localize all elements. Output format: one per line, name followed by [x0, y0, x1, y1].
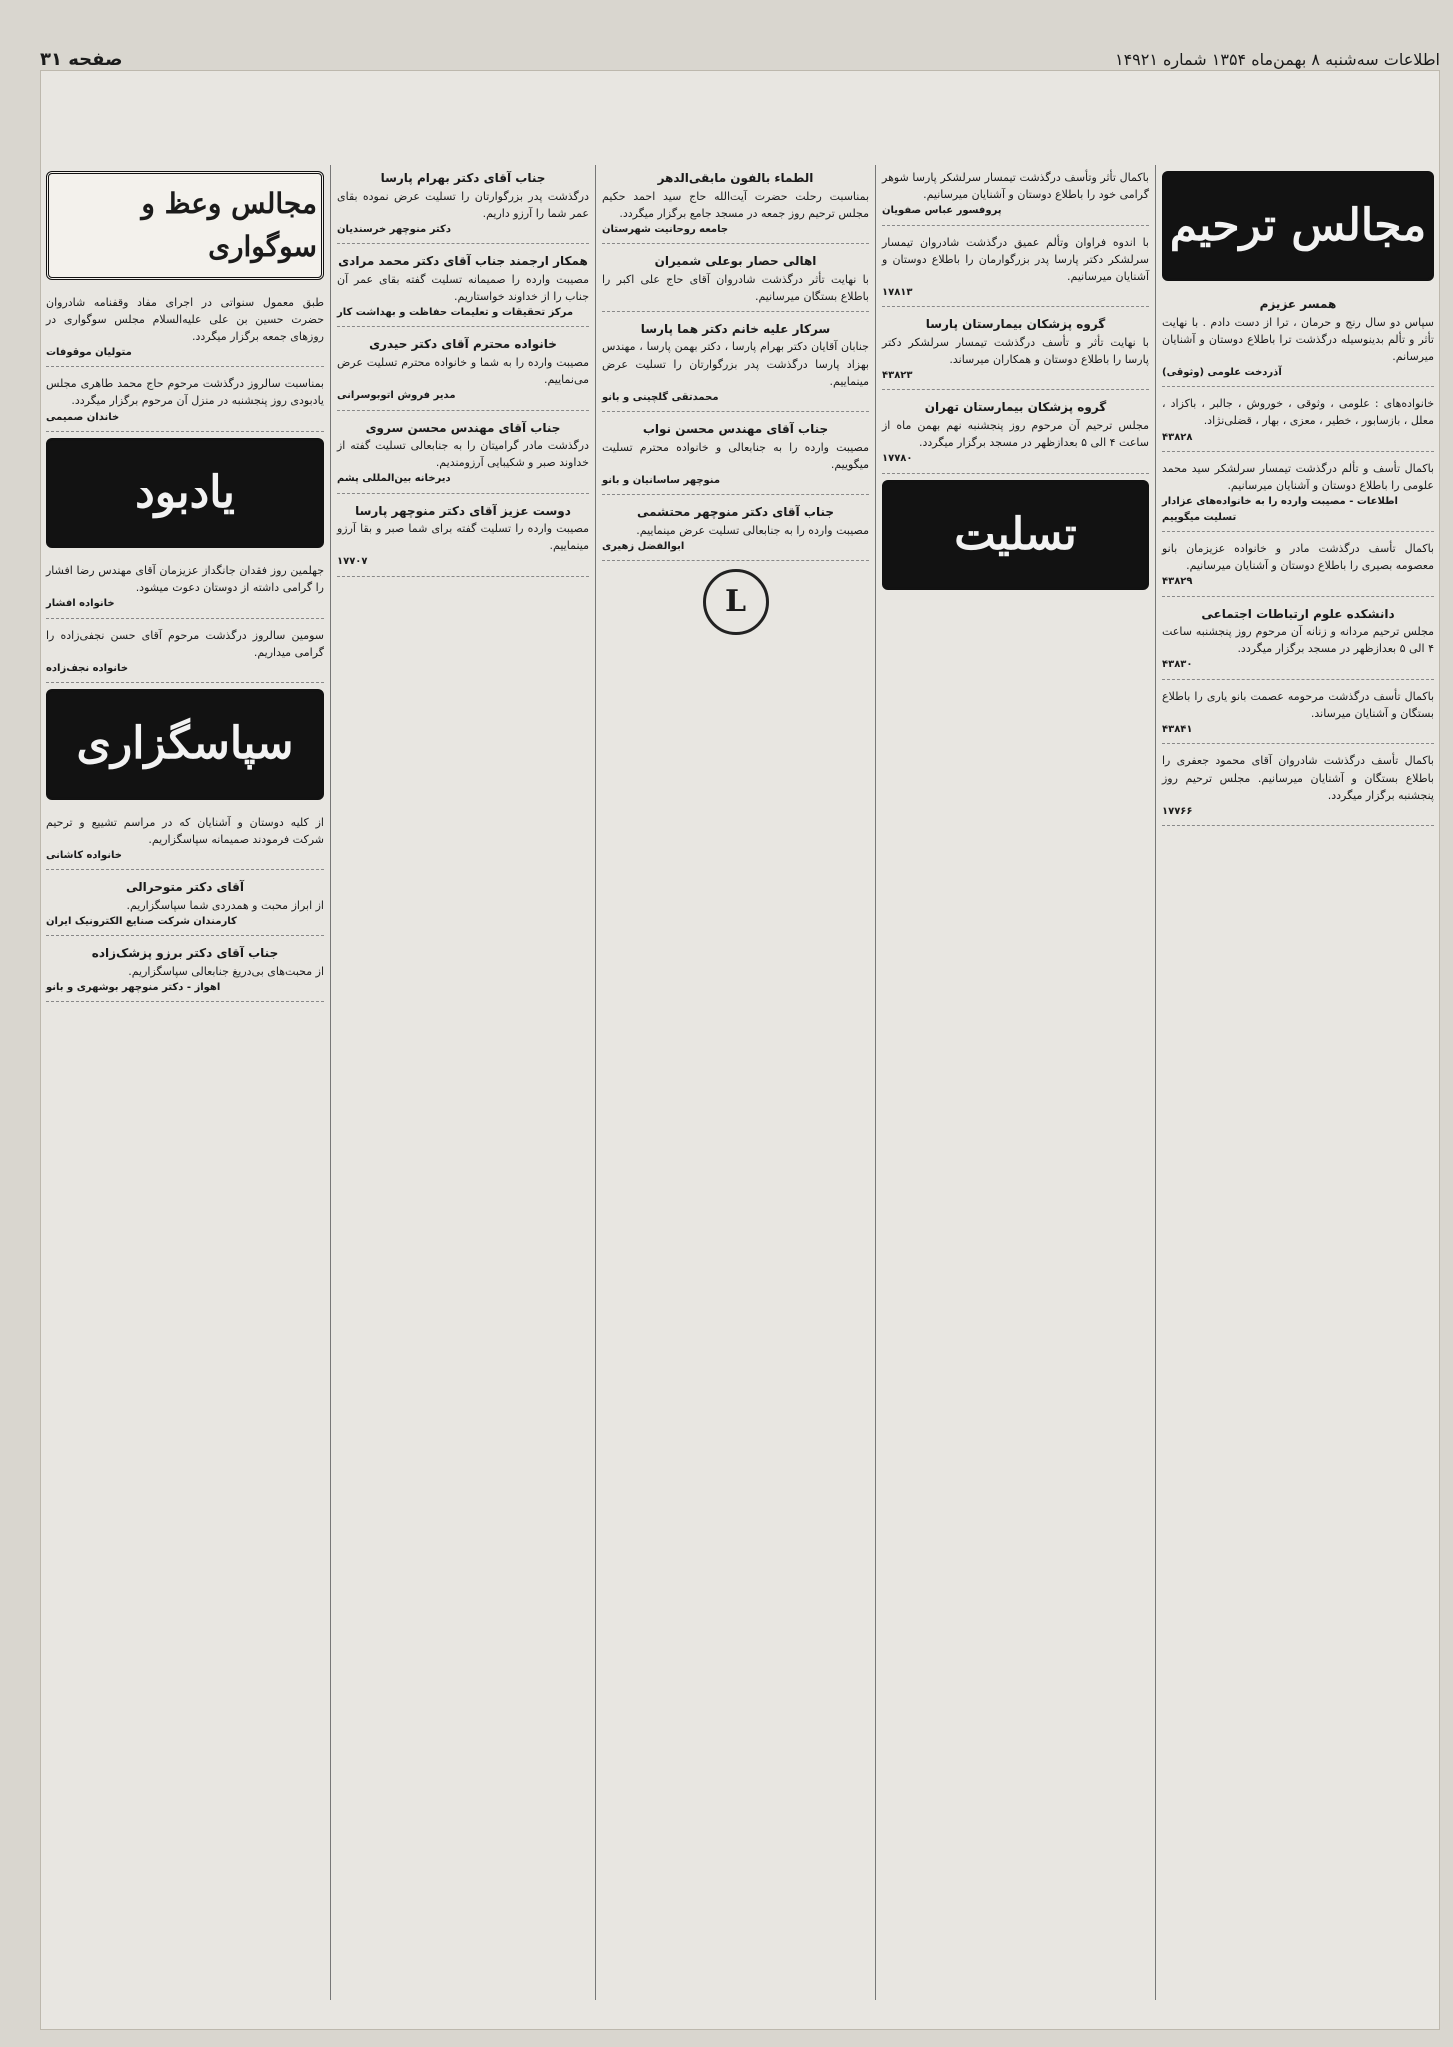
notice [46, 290, 324, 368]
col4-list [337, 165, 589, 577]
notice-body: باکمال تأثر وتأسف درگذشت تیمسار سرلشکر پارسا شوهر گرامی خود را باطلاع دوستان و آشنایان میرسانیم. [882, 171, 1149, 202]
notice-signature: ۱۷۷۰۷ [337, 556, 368, 568]
notice-title: جناب آقای دکتر برزو پزشک‌زاده [91, 946, 279, 961]
notice-signature: دیرخانه بین‌المللی پشم [337, 473, 451, 485]
notice-body: مجلس ترحیم مردانه و زنانه آن مرحوم روز پنجشنبه ساعت ۴ الی ۵ بعدازظهر در مسجد برگزار میگردد. [1162, 625, 1434, 656]
col3-list [602, 165, 869, 561]
notice-body: باکمال تأسف درگذشت مادر و خانواده عزیزمان بانو معصومه بصیری را باطلاع دوستان و آشنایان میرسانیم. [1162, 542, 1434, 573]
notice-body: مصیبت وارده را به جنابعالی تسلیت عرض مینماییم. [636, 523, 869, 537]
notice-body: سپاس دو سال رنج و حرمان ، ترا از دست دادم . با نهایت تأثر و تألم بدینوسیله درگذشت ترا باطلاع دوستان و آشنایان میرسانم. [1162, 315, 1434, 363]
column-2 [875, 165, 1155, 2000]
notice-body: از ابراز محبت و همدردی شما سپاسگزاریم. [126, 898, 324, 912]
notice-signature: خاندان صمیمی [46, 411, 120, 423]
notice-title: جناب آقای دکتر بهرام پارسا [380, 171, 546, 185]
notice-body: از کلیه دوستان و آشنایان که در مراسم تشییع و ترحیم شرکت فرمودند صمیمانه سپاسگزاریم. [46, 815, 324, 846]
notice-body: با اندوه فراوان وتألم عمیق درگذشت شادروان تیمسار سرلشکر دکتر پارسا پدر بزرگوارمان را باطلاع دوستان و آشنایان میرسانیم. [882, 235, 1149, 283]
notice [882, 311, 1149, 390]
notice [602, 499, 869, 561]
notice-title: آقای دکتر متوحرالی [125, 880, 245, 895]
notice [46, 874, 324, 936]
notice-title: خانواده محترم آقای دکتر حیدری [369, 337, 557, 352]
notice-signature: ۴۳۸۲۳ [882, 369, 913, 381]
notice-body: مصیبت وارده را صمیمانه تسلیت گفته بقای عمر آن جناب را از خداوند خواستاریم. [337, 272, 589, 303]
notice-signature: ۴۳۸۴۱ [1162, 723, 1193, 735]
notice-signature: خانواده افشار [46, 598, 115, 610]
notice-title: جناب آقای دکتر منوچهر محتشمی [636, 505, 835, 520]
notice [602, 165, 869, 244]
notice-signature: ۴۳۸۲۸ [1162, 431, 1193, 443]
banner-mourning: مجالس وعظ و سوگواری [46, 171, 324, 280]
notice-body: باکمال تأسف و تألم درگذشت تیمسار سرلشکر سید محمد علومی را باطلاع دوستان و آشنایان میرسانیم. [1162, 462, 1434, 493]
column-4 [330, 165, 595, 2000]
notice-signature: ۴۳۸۲۹ [1162, 576, 1193, 588]
banner-remembrance: یادبود [46, 438, 324, 548]
notice [882, 394, 1149, 473]
notice-body: از محبت‌های بی‌دریغ جنابعالی سپاسگزاریم. [128, 964, 324, 978]
notice-body: درگذشت پدر بزرگوارتان را تسلیت عرض نموده بقای عمر شما را آرزو داریم. [337, 189, 589, 220]
notice-signature: خانواده کاشانی [46, 849, 122, 861]
notice [602, 316, 869, 412]
notice [337, 165, 589, 244]
notice-signature: پروفسور عباس صفویان [882, 205, 1002, 217]
notice-signature: کارمندان شرکت صنایع الکترونیک ایران [46, 915, 237, 927]
col5-list-b [46, 558, 324, 683]
notice-body: طبق معمول سنواتی در اجرای مفاد وقفنامه شادروان حضرت حسین بن علی علیه‌السلام مجلس سوگواری در روزهای جمعه برگزار میگردد. [46, 295, 324, 343]
notice [1162, 748, 1434, 826]
notice-signature: منوچهر ساسانیان و بانو [602, 474, 721, 486]
notice [602, 248, 869, 312]
notice-body: سومین سالروز درگذشت مرحوم آقای حسن نجفی‌زاده را گرامی میداریم. [46, 628, 324, 659]
notice [1162, 601, 1434, 680]
col5-list-a [46, 290, 324, 432]
col1-list [1162, 291, 1434, 826]
notice-body: مصیبت وارده را تسلیت گفته برای شما صبر و بقا آرزو مینماییم. [337, 522, 589, 553]
banner-condolences: مجالس ترحیم [1162, 171, 1434, 281]
notice-title: همسر عزیزم [1259, 297, 1337, 312]
notice [1162, 536, 1434, 597]
notice-signature: دکتر منوچهر خرسندیان [337, 223, 451, 235]
notice-title: اهالی حصار بوعلی شمیران [654, 254, 817, 269]
notice-signature: جامعه روحانیت شهرستان [602, 223, 729, 235]
notice-body: باکمال تأسف درگذشت شادروان آقای محمود جعفری را باطلاع بستگان و آشنایان میرسانیم. مجلس ترحیم روز پنجشنبه برگزار میگردد. [1162, 754, 1434, 802]
notice-title: گروه پزشکان بیمارستان پارسا [925, 317, 1106, 332]
column-3 [595, 165, 875, 2000]
issue-info: اطلاعات سه‌شنبه ۸ بهمن‌ماه ۱۳۵۴ شماره ۱۴۹۲۱ [1114, 49, 1440, 69]
notice [46, 810, 324, 871]
notice-signature: متولیان موقوفات [46, 346, 132, 358]
notice-title: الطماء بالفون مابقی‌الدهر [657, 171, 814, 185]
page-number: صفحه ۳۱ [40, 48, 123, 70]
notice [46, 371, 324, 432]
notice-body: بمناسبت سالروز درگذشت مرحوم حاج محمد طاهری مجلس یادبودی روز پنجشنبه در منزل آن مرحوم برگزار میگردد. [46, 377, 324, 408]
notice [882, 165, 1149, 226]
notice-signature: مدیر فروش اتوبوسرانی [337, 390, 456, 402]
notice-signature: ابوالفضل زهیری [602, 540, 685, 552]
notice-body: بمناسبت رحلت حضرت آیت‌الله حاج سید احمد حکیم مجلس ترحیم روز جمعه در مسجد جامع برگزار میگردد. [602, 189, 869, 220]
notice-body: جنابان آقایان دکتر بهرام پارسا ، دکتر بهمن پارسا ، مهندس بهزاد پارسا درگذشت پدر بزرگوارتان را تسلیت عرض مینماییم. [602, 340, 869, 388]
banner-thanks: سپاسگزاری [46, 689, 324, 799]
notice-signature: محمدتقی گلچینی و بانو [602, 391, 719, 403]
notice [337, 415, 589, 494]
notice-body: خانواده‌های : علومی ، وثوقی ، خوروش ، جالبر ، باکزاد ، معلل ، بازسابور ، خطیر ، معزی ، بهار ، قضلی‌نژاد. [1162, 397, 1434, 428]
notice-signature: مرکز تحقیقات و تعلیمات حفاظت و بهداشت کار [337, 306, 574, 318]
notice [337, 498, 589, 577]
notice-title: دوست عزیز آقای دکتر منوچهر پارسا [355, 503, 571, 518]
notice-signature: ۴۳۸۳۰ [1162, 659, 1193, 671]
notice-title: سرکار علیه خانم دکتر هما پارسا [640, 321, 831, 336]
notice [602, 416, 869, 495]
notice-title: دانشکده علوم ارتباطات اجتماعی [1201, 606, 1395, 621]
notice [1162, 391, 1434, 452]
notice-signature: آذردخت علومی (وثوقی) [1162, 366, 1282, 378]
notice-signature: اهواز - دکتر منوچهر بوشهری و بانو [46, 981, 221, 993]
notice-body: مجلس ترحیم آن مرحوم روز پنجشنبه نهم بهمن ماه از ساعت ۴ الی ۵ بعدازظهر در مسجد برگزار میگردد. [882, 419, 1149, 450]
notice-body: با نهایت تأثر و تأسف درگذشت تیمسار سرلشکر دکتر پارسا را باطلاع دوستان و همکاران میرساند. [882, 335, 1149, 366]
notice [1162, 456, 1434, 532]
notice [1162, 684, 1434, 745]
notice-signature: ۱۷۷۶۶ [1162, 805, 1193, 817]
notice [46, 558, 324, 619]
notice [882, 230, 1149, 308]
notice-signature: اطلاعات - مصیبت وارده را به خانواده‌های عزادار تسلیت میگوییم [1162, 496, 1398, 523]
banner-sympathy: تسلیت [882, 480, 1149, 590]
notice-body: مصیبت وارده را به جنابعالی و خانواده محترم تسلیت میگوییم. [602, 440, 869, 471]
notice-body: درگذشت مادر گرامیتان را به جنابعالی تسلیت گفته از خداوند صبر و شکیبایی آرزومندیم. [337, 439, 589, 470]
notice-title: همکار ارجمند جناب آقای دکتر محمد مرادی [338, 254, 588, 269]
notice [337, 248, 589, 327]
notice-title: جناب آقای مهندس محسن سروی [365, 420, 561, 435]
notice-title: گروه پزشکان بیمارستان تهران [924, 400, 1107, 415]
notice-body: با نهایت تأثر درگذشت شادروان آقای حاج علی اکبر را باطلاع بستگان میرسانیم. [602, 272, 869, 303]
notice-body: مصیبت وارده را به شما و خانواده محترم تسلیت عرض می‌نماییم. [337, 355, 589, 387]
newspaper-page [40, 70, 1440, 2030]
col2-list [882, 165, 1149, 474]
col5-list-c [46, 810, 324, 1003]
notice-signature: ۱۷۷۸۰ [882, 453, 913, 465]
notice-signature: ۱۷۸۱۳ [882, 286, 913, 298]
notice [337, 331, 589, 410]
lions-club-emblem: L [703, 569, 769, 635]
notice-body: باکمال تأسف درگذشت مرحومه عصمت بانو یاری را باطلاع بستگان و آشنایان میرساند. [1162, 689, 1434, 720]
notice-title: جناب آقای مهندس محسن نواب [642, 422, 829, 437]
notice [1162, 291, 1434, 387]
notice [46, 940, 324, 1002]
notice-signature: خانواده نجف‌زاده [46, 662, 129, 674]
notice-body: جهلمین روز فقدان جانگداز عزیزمان آقای مهندس رضا افشار را گرامی داشته از دوستان دعوت میشود. [46, 564, 324, 595]
notice [46, 623, 324, 684]
column-5 [40, 165, 330, 2000]
column-1 [1155, 165, 1440, 2000]
